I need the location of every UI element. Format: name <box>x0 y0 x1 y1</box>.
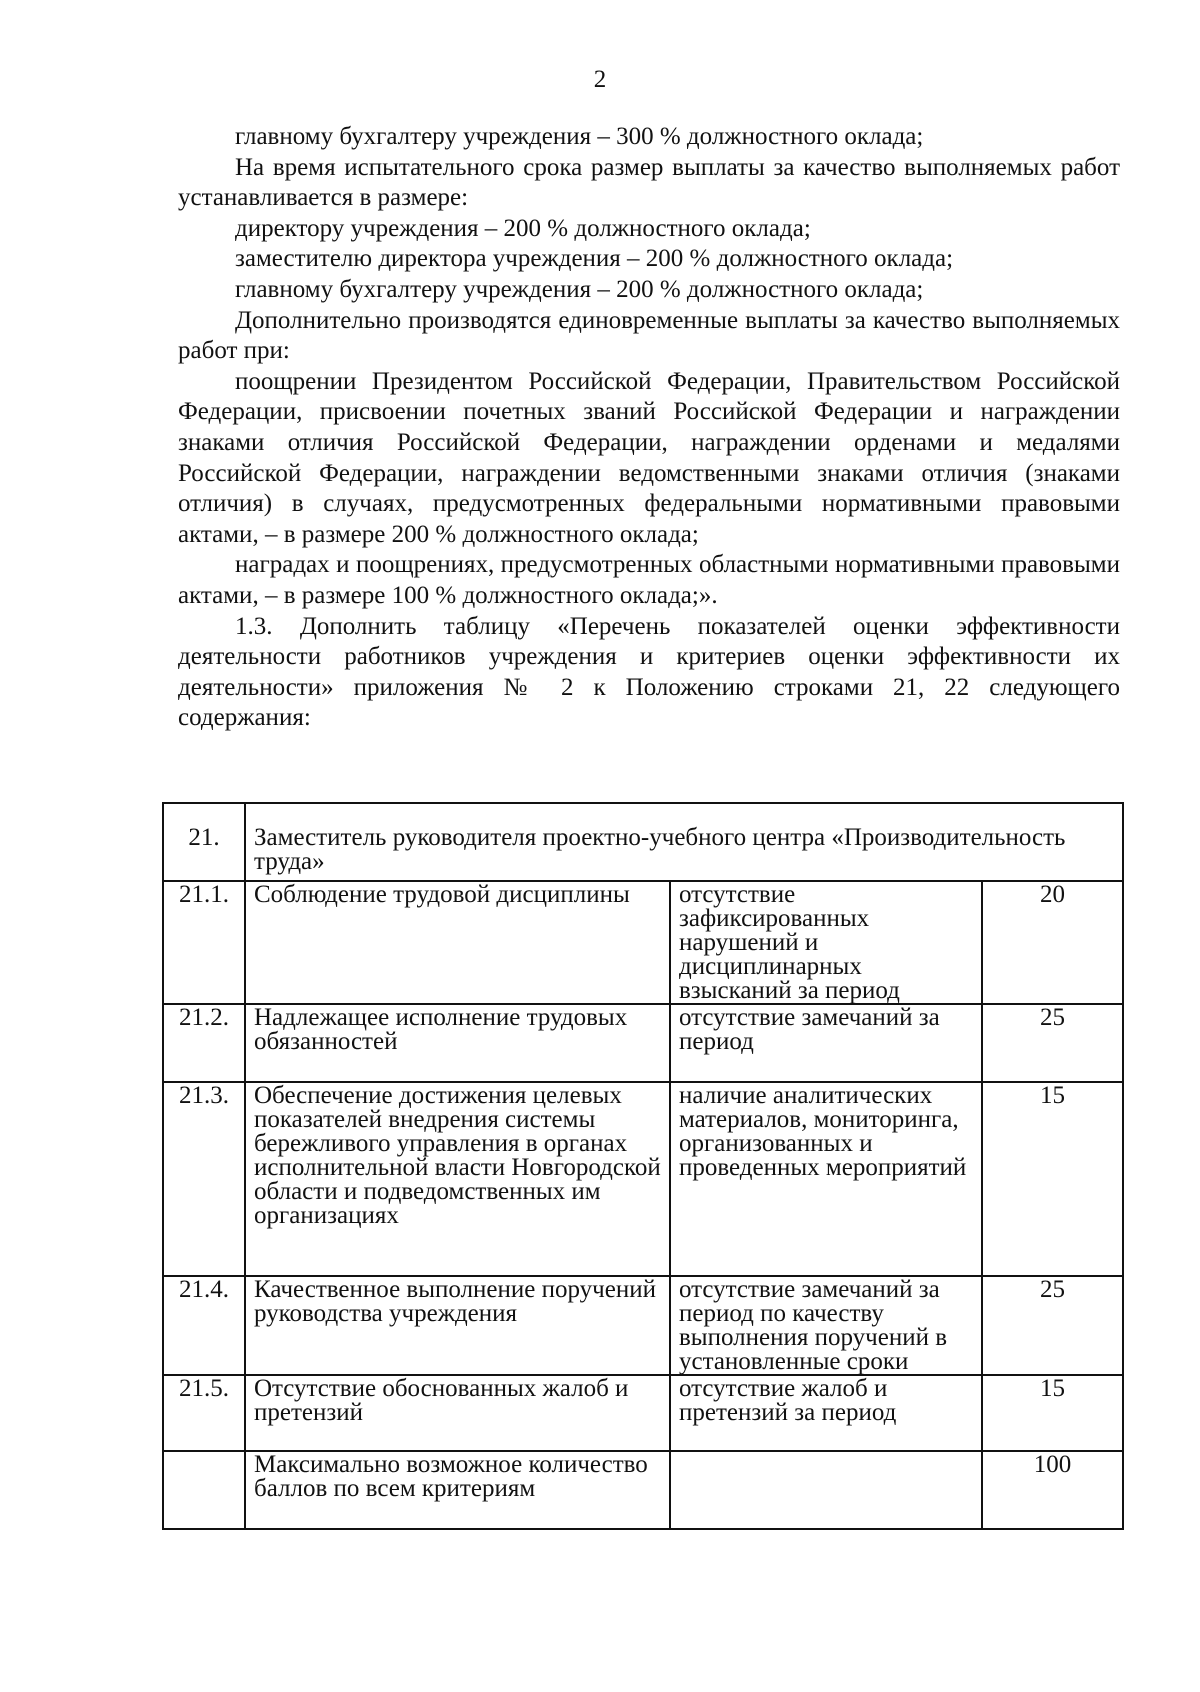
row-score: 15 <box>982 1375 1123 1451</box>
total-number <box>163 1451 245 1529</box>
row-number: 21.3. <box>163 1082 245 1276</box>
row-number: 21.4. <box>163 1276 245 1375</box>
row-criterion: отсутствие жалоб и претензий за период <box>670 1375 982 1451</box>
criteria-table <box>162 802 1124 1530</box>
table-row <box>163 1004 1123 1082</box>
row-indicator: Качественное выполнение поручений руководства учреждения <box>245 1276 670 1375</box>
total-indicator: Максимально возможное количество баллов по всем критериям <box>245 1451 670 1529</box>
row-number: 21.2. <box>163 1004 245 1082</box>
row-score: 25 <box>982 1004 1123 1082</box>
row-score: 20 <box>982 881 1123 1004</box>
table-total-row <box>163 1451 1123 1529</box>
body-text <box>178 122 1120 734</box>
paragraph: поощрении Президентом Российской Федерации, Правительством Российской Федерации, присвоении почетных званий Российской Федерации и награждении знаками отличия Российской Федерации, награждении орденами и медалями Российской Федерации, награждении ведомственными знаками отличия (знаками отличия) в случаях, предусмотренных федеральными нормативными правовыми актами, – в размере 200 % должностного оклада; <box>178 367 1120 548</box>
row-indicator: Соблюдение трудовой дисциплины <box>245 881 670 1004</box>
total-criterion <box>670 1451 982 1529</box>
row-number: 21.1. <box>163 881 245 1004</box>
row-indicator: Надлежащее исполнение трудовых обязанностей <box>245 1004 670 1082</box>
row-number: 21.5. <box>163 1375 245 1451</box>
table-row <box>163 1375 1123 1451</box>
row-score: 15 <box>982 1082 1123 1276</box>
paragraph: заместителю директора учреждения – 200 % должностного оклада; <box>235 245 954 273</box>
total-score: 100 <box>982 1451 1123 1529</box>
table-row <box>163 1276 1123 1375</box>
paragraph: 1.3. Дополнить таблицу «Перечень показателей оценки эффективности деятельности работников учреждения и критериев оценки эффективности их деятельности» приложения № 2 к Положению строками 21, 22 следующего содержания: <box>178 612 1120 732</box>
table-row <box>163 1082 1123 1276</box>
row-criterion: наличие аналитических материалов, мониторинга, организованных и проведенных мероприятий <box>670 1082 982 1276</box>
table-header-row <box>163 803 1123 881</box>
paragraph: главному бухгалтеру учреждения – 200 % должностного оклада; <box>235 275 924 303</box>
row-indicator: Обеспечение достижения целевых показателей внедрения системы бережливого управления в органах исполнительной власти Новгородской области и подведомственных им организациях <box>245 1082 670 1276</box>
page-number: 2 <box>593 66 607 93</box>
paragraph: директору учреждения – 200 % должностного оклада; <box>235 214 811 242</box>
row-criterion: отсутствие зафиксированных нарушений и дисциплинарных взысканий за период <box>670 881 982 1004</box>
paragraph: главному бухгалтеру учреждения – 300 % должностного оклада; <box>235 123 924 150</box>
row-indicator: Отсутствие обоснованных жалоб и претензий <box>245 1375 670 1451</box>
paragraph: наградах и поощрениях, предусмотренных областными нормативными правовыми актами, – в размере 100 % должностного оклада;». <box>178 551 1120 609</box>
row-criterion: отсутствие замечаний за период <box>670 1004 982 1082</box>
table-row <box>163 881 1123 1004</box>
header-title: Заместитель руководителя проектно-учебного центра «Производительность труда» <box>245 803 1123 881</box>
row-score: 25 <box>982 1276 1123 1375</box>
row-criterion: отсутствие замечаний за период по качеству выполнения поручений в установленные сроки <box>670 1276 982 1375</box>
header-number: 21. <box>163 803 245 881</box>
paragraph: На время испытательного срока размер выплаты за качество выполняемых работ устанавливается в размере: <box>178 153 1120 212</box>
paragraph: Дополнительно производятся единовременные выплаты за качество выполняемых работ при: <box>178 306 1120 365</box>
